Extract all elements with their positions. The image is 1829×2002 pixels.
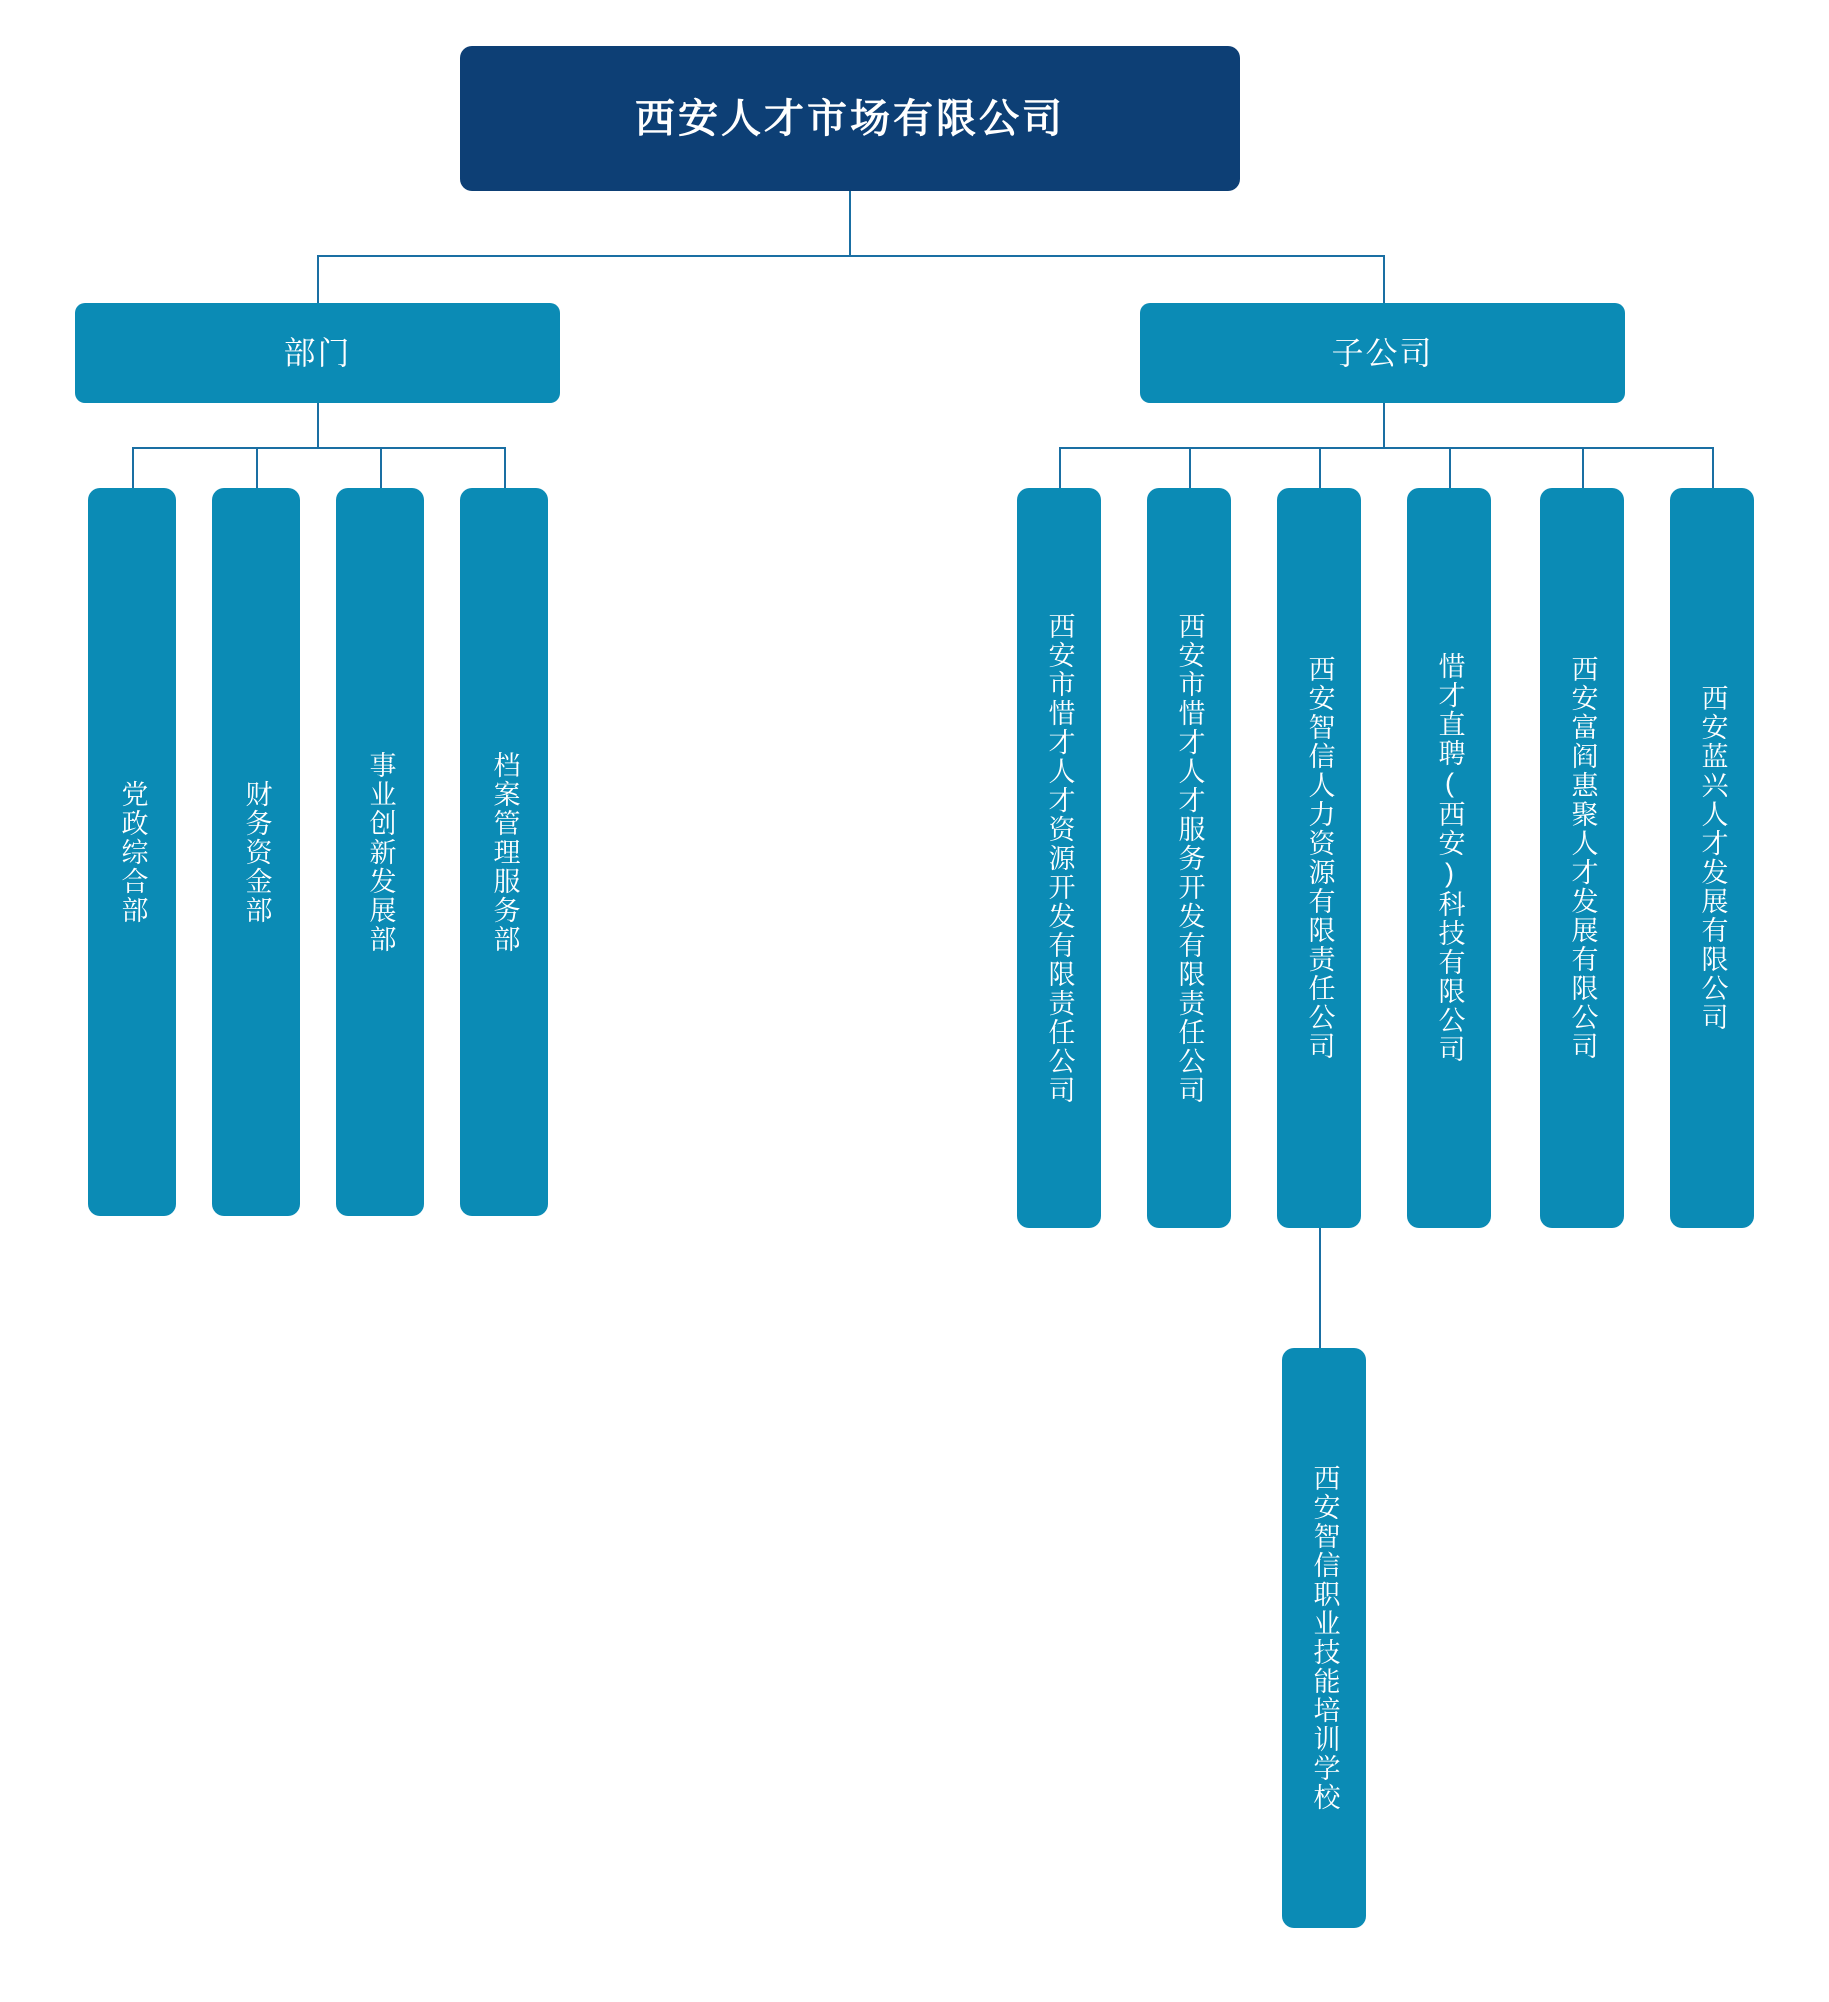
connector-subsidiaries-bus	[1059, 447, 1712, 449]
connector-root-to-subsidiaries	[1383, 255, 1385, 303]
connector-departments-drop-2	[256, 447, 258, 488]
subsidiary-node-2-label: 西安市惜才人才服务开发有限责任公司	[1174, 611, 1205, 1105]
connector-to-training-school	[1319, 1228, 1321, 1348]
subsidiary-node-5-label: 西安富阎惠聚人才发展有限公司	[1567, 655, 1598, 1061]
department-node-4[interactable]	[460, 488, 548, 1216]
department-node-1[interactable]	[88, 488, 176, 1216]
subsidiary-node-1[interactable]	[1017, 488, 1101, 1228]
connector-departments-drop-4	[504, 447, 506, 488]
training-school-node[interactable]	[1282, 1348, 1366, 1928]
subsidiary-node-3-label: 西安智信人力资源有限责任公司	[1304, 655, 1335, 1061]
subsidiary-node-6-label: 西安蓝兴人才发展有限公司	[1697, 684, 1728, 1032]
department-node-2[interactable]	[212, 488, 300, 1216]
subsidiary-node-4[interactable]	[1407, 488, 1491, 1228]
connector-subsidiaries-drop-5	[1582, 447, 1584, 488]
connector-subsidiaries-drop-1	[1059, 447, 1061, 488]
training-school-node-label: 西安智信职业技能培训学校	[1309, 1464, 1340, 1812]
connector-departments-drop-1	[132, 447, 134, 488]
connector-root-bus	[317, 255, 1383, 257]
connector-departments-bus	[132, 447, 504, 449]
department-node-3-label: 事业创新发展部	[365, 750, 396, 954]
subsidiary-node-1-label: 西安市惜才人才资源开发有限责任公司	[1044, 611, 1075, 1105]
root-node-company[interactable]: 西安人才市场有限公司	[460, 46, 1240, 191]
subsidiary-node-6[interactable]	[1670, 488, 1754, 1228]
department-node-3[interactable]	[336, 488, 424, 1216]
department-node-4-label: 档案管理服务部	[489, 750, 520, 954]
connector-subsidiaries-drop-6	[1712, 447, 1714, 488]
subsidiary-node-4-label: 惜才直聘(西安)科技有限公司	[1434, 652, 1465, 1064]
connector-subsidiaries-stem	[1383, 403, 1385, 447]
connector-departments-drop-3	[380, 447, 382, 488]
group-node-subsidiaries[interactable]: 子公司	[1140, 303, 1625, 403]
connector-root-to-departments	[317, 255, 319, 303]
subsidiary-node-3[interactable]	[1277, 488, 1361, 1228]
connector-subsidiaries-drop-4	[1449, 447, 1451, 488]
group-node-departments[interactable]: 部门	[75, 303, 560, 403]
department-node-2-label: 财务资金部	[241, 779, 272, 925]
connector-subsidiaries-drop-2	[1189, 447, 1191, 488]
connector-root-stem	[849, 191, 851, 255]
department-node-1-label: 党政综合部	[117, 779, 148, 925]
subsidiary-node-5[interactable]	[1540, 488, 1624, 1228]
subsidiary-node-2[interactable]	[1147, 488, 1231, 1228]
connector-subsidiaries-drop-3	[1319, 447, 1321, 488]
connector-departments-stem	[317, 403, 319, 447]
